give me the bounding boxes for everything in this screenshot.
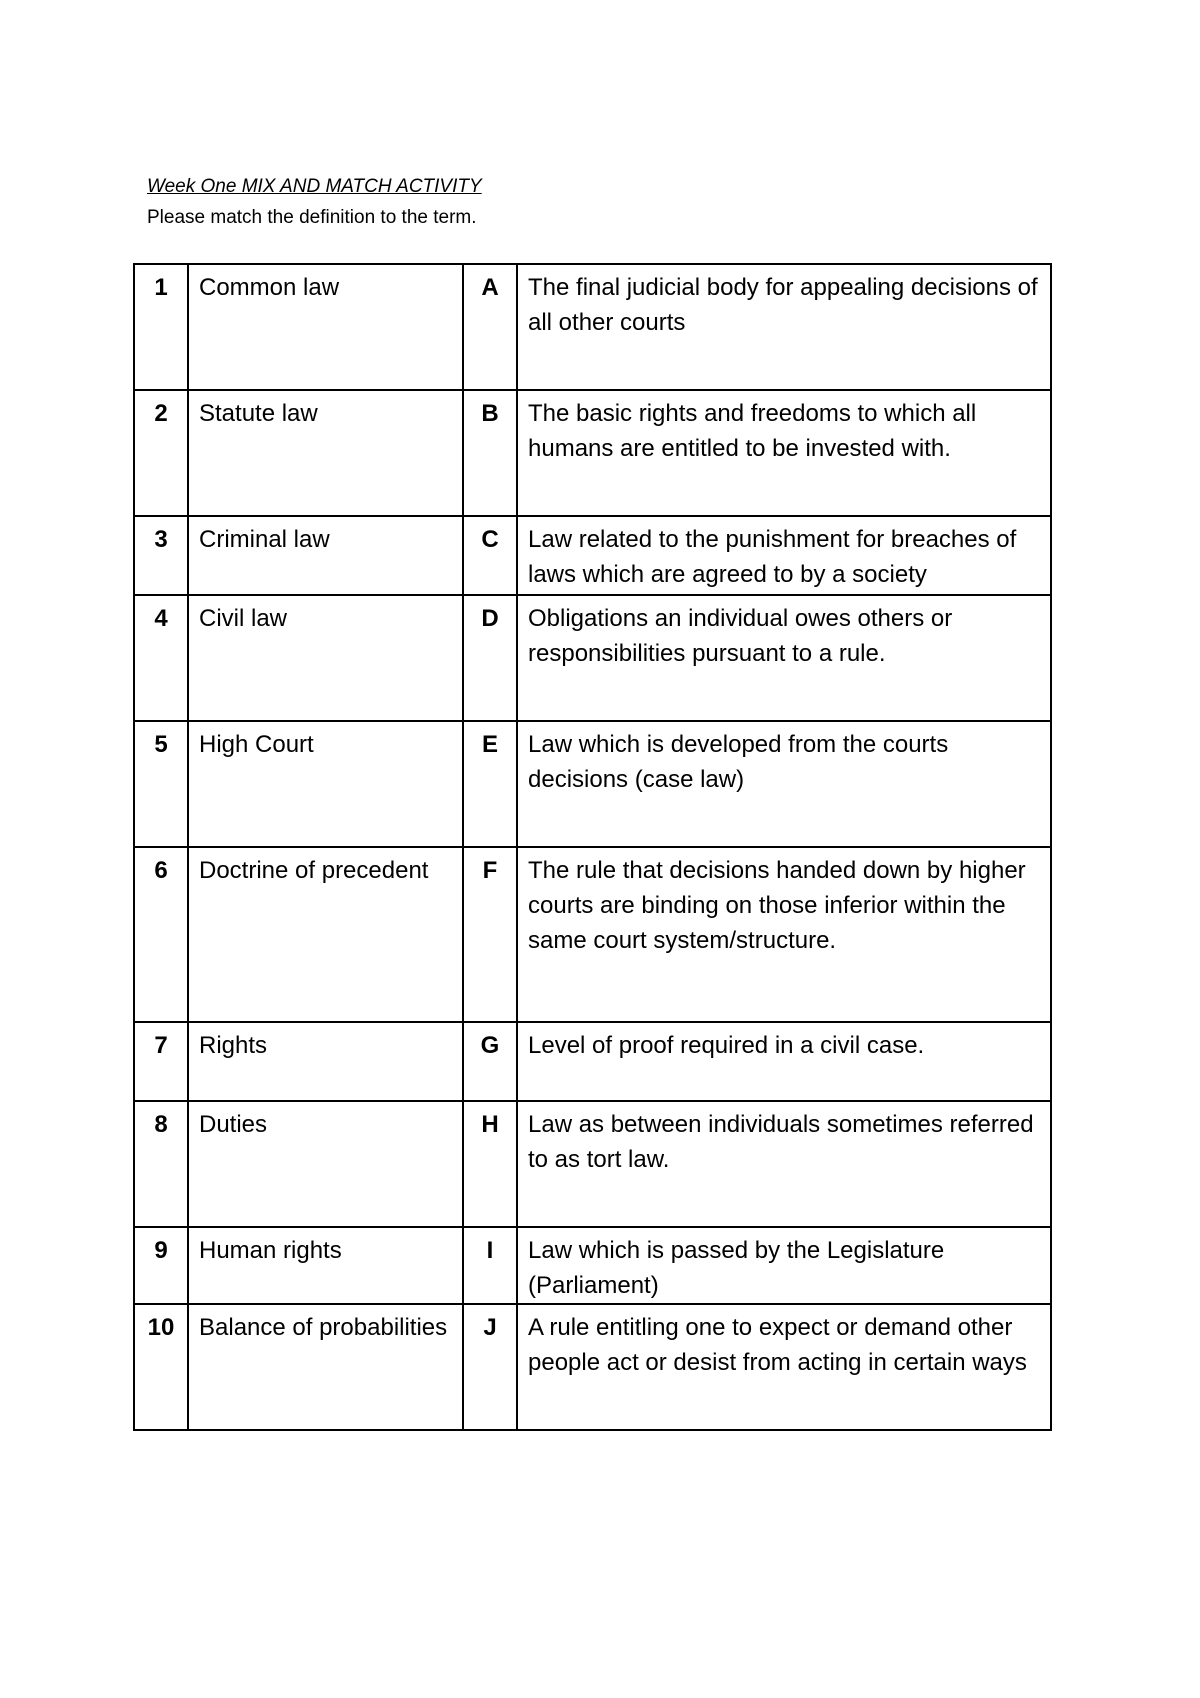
term-number: 8	[134, 1101, 188, 1227]
definition-letter: D	[463, 595, 517, 721]
term-number: 5	[134, 721, 188, 847]
term-cell: Criminal law	[188, 516, 463, 595]
table-row	[134, 595, 1051, 721]
definition-cell: Law related to the punishment for breaches of laws which are agreed to by a society	[517, 516, 1051, 595]
document-instruction: Please match the definition to the term.	[147, 207, 477, 228]
definition-letter: F	[463, 847, 517, 1022]
definition-cell: The basic rights and freedoms to which all humans are entitled to be invested with.	[517, 390, 1051, 516]
term-cell: Civil law	[188, 595, 463, 721]
definition-cell: The final judicial body for appealing decisions of all other courts	[517, 264, 1051, 390]
match-table	[133, 263, 1052, 1431]
definition-letter: G	[463, 1022, 517, 1101]
term-cell: Duties	[188, 1101, 463, 1227]
term-cell: Statute law	[188, 390, 463, 516]
table-row	[134, 1227, 1051, 1304]
term-cell: Common law	[188, 264, 463, 390]
table-row	[134, 516, 1051, 595]
term-cell: High Court	[188, 721, 463, 847]
table-row	[134, 264, 1051, 390]
table-row	[134, 1022, 1051, 1101]
definition-cell: Law which is passed by the Legislature (Parliament)	[517, 1227, 1051, 1304]
definition-letter: A	[463, 264, 517, 390]
term-number: 2	[134, 390, 188, 516]
term-cell: Human rights	[188, 1227, 463, 1304]
table-row	[134, 1101, 1051, 1227]
definition-cell: A rule entitling one to expect or demand other people act or desist from acting in certain ways	[517, 1304, 1051, 1430]
table-row	[134, 390, 1051, 516]
document-title: Week One MIX AND MATCH ACTIVITY	[147, 176, 482, 197]
definition-letter: B	[463, 390, 517, 516]
table-row	[134, 1304, 1051, 1430]
definition-cell: Law which is developed from the courts decisions (case law)	[517, 721, 1051, 847]
definition-cell: The rule that decisions handed down by higher courts are binding on those inferior within the same court system/structure.	[517, 847, 1051, 1022]
definition-letter: E	[463, 721, 517, 847]
definition-letter: J	[463, 1304, 517, 1430]
term-number: 3	[134, 516, 188, 595]
term-cell: Balance of probabilities	[188, 1304, 463, 1430]
definition-cell: Law as between individuals sometimes referred to as tort law.	[517, 1101, 1051, 1227]
table-row	[134, 721, 1051, 847]
definition-letter: C	[463, 516, 517, 595]
term-number: 7	[134, 1022, 188, 1101]
definition-cell: Level of proof required in a civil case.	[517, 1022, 1051, 1101]
definition-letter: H	[463, 1101, 517, 1227]
term-number: 4	[134, 595, 188, 721]
table-row	[134, 847, 1051, 1022]
definition-letter: I	[463, 1227, 517, 1304]
term-number: 1	[134, 264, 188, 390]
term-number: 6	[134, 847, 188, 1022]
definition-cell: Obligations an individual owes others or responsibilities pursuant to a rule.	[517, 595, 1051, 721]
term-cell: Rights	[188, 1022, 463, 1101]
term-number: 10	[134, 1304, 188, 1430]
term-number: 9	[134, 1227, 188, 1304]
term-cell: Doctrine of precedent	[188, 847, 463, 1022]
